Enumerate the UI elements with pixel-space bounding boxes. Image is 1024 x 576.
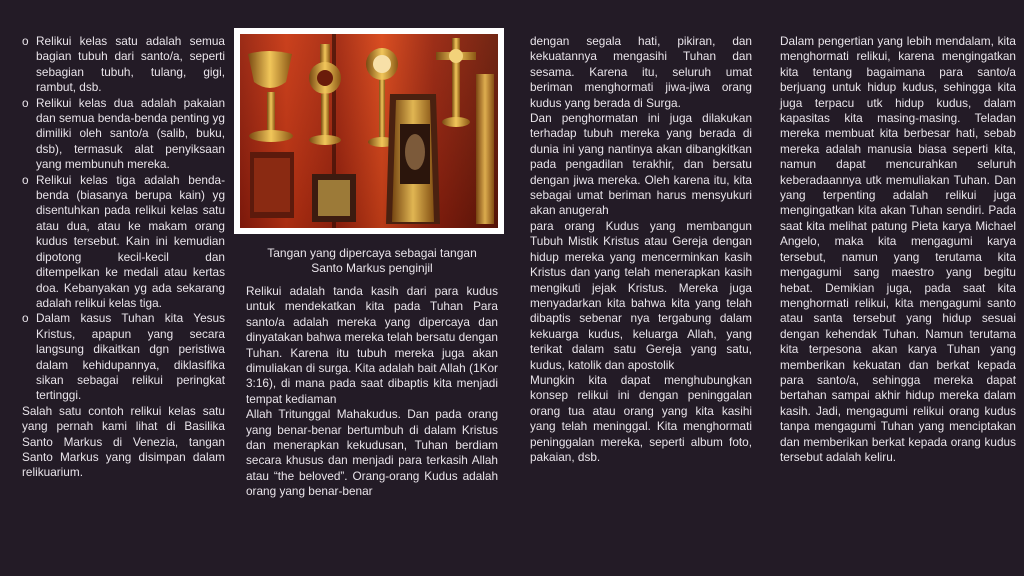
bullet-icon: o bbox=[22, 95, 29, 110]
bullet-icon: o bbox=[22, 34, 29, 48]
relic-class-list bbox=[22, 34, 225, 404]
reliquary-illustration bbox=[240, 34, 498, 228]
reliquary-photo bbox=[240, 34, 498, 228]
paragraph: Allah Tritunggal Mahakudus. Dan pada orang yang benar-benar bertumbuh di dalam Kristus dan menerapkan kekudusan, Tuhan berdiam secara khusus dan menjadi para terkasih Allah atau “the beloved”. Orang-orang Kudus adalah orang yang benar-benar bbox=[246, 407, 498, 499]
bullet-icon: o bbox=[22, 311, 29, 326]
paragraph: para orang Kudus yang membangun Tubuh Mistik Kristus atau Gereja dengan hidup mereka yang mencerminkan kasih Kristus dan yang telah menerapkan kasih mengikuti jejak Kristus. Mereka juga menyadarkan kita bahwa kita yang telah dibaptis sebenar nya tergabung dalam kekuarga kudus, keluarga Allah, yang terikat dalam satu Gereja yang satu, kudus, katolik dan apostolik bbox=[530, 218, 752, 372]
column-3 bbox=[530, 34, 752, 465]
list-item: o Relikui kelas satu adalah semua bagian tubuh dari santo/a, seperti sebagian tubuh, tulang, gigi, rambut, dsb. bbox=[22, 34, 225, 95]
column-1 bbox=[22, 34, 225, 481]
example-paragraph: Salah satu contoh relikui kelas satu yang pernah kami lihat di Basilika Santo Markus di Venezia, tangan Santo Markus yang disimpan dalam relikuarium. bbox=[22, 403, 225, 480]
paragraph: Dan penghormatan ini juga dilakukan terhadap tubuh mereka yang berada di dunia ini yang nantinya akan dibangkitkan pada pengadilan terakhir, dan bersatu dengan jiwa mereka. Oleh karena itu, kita sebagai umat beriman harus mensyukuri akan anugerah bbox=[530, 111, 752, 218]
bullet-icon: o bbox=[22, 172, 29, 187]
caption-line-2: Santo Markus penginjil bbox=[311, 261, 433, 275]
reliquary-photo-frame bbox=[234, 28, 504, 234]
paragraph: Mungkin kita dapat menghubungkan konsep relikui ini dengan peninggalan orang tua atau orang yang kita kasihi yang telah meninggal. Kita menghormati peninggalan mereka, seperti album foto, pakaian, dsb. bbox=[530, 372, 752, 464]
column-2 bbox=[246, 284, 498, 500]
paragraph: dengan segala hati, pikiran, dan kekuatannya mengasihi Tuhan dan sesama. Karena itu, seluruh umat beriman menghormati jiwa-jiwa orang kudus yang berada di Surga. bbox=[530, 34, 752, 110]
list-item: o Relikui kelas dua adalah pakaian dan semua benda-benda penting yg dimiliki oleh santo/a (salib, buku, dsb), termasuk alat penyiksaan yang membunuh mereka. bbox=[22, 95, 225, 172]
paragraph: Dalam pengertian yang lebih mendalam, kita menghormati relikui, karena mengingatkan kita tentang bagaimana para santo/a berjuang untuk hidup kudus, sehingga kita juga terpacu utk hidup kudus, dalam kapasitas kita masing-masing. Teladan mereka membuat kita berbesar hati, sebab mereka adalah manusia biasa seperti kita, namun dapat mencurahkan seluruh keberadaannya utk memuliakan Tuhan. Dan yang terpenting adalah relikui juga mengingatkan kita akan Tuhan sendiri. Pada saat kita melihat patung Pieta karya Michael Angelo, maka kita mengagumi karya tersebut, namun yang terutama kita mengagumi sang maestro yang begitu hebat. Demikian juga, pada saat kita menghormati relikui, kita mengagumi santo atau santa tersebut yang hidup sesuai dengan kehendak Tuhan. Namun terutama kita terpesona akan karya Tuhan yang memberikan kekuatan dan berkat kepada para santo/a, sehingga mereka dapat bertahan sampai akhir hidup mereka dalam kasih. Jadi, mengagumi relikui orang kudus tanpa mengagumi Tuhan yang menciptakan dan memberikan berkat kepada orang kudus tersebut adalah keliru. bbox=[780, 34, 1016, 464]
caption-line-1: Tangan yang dipercaya sebagai tangan bbox=[267, 246, 477, 260]
photo-caption bbox=[246, 246, 498, 276]
list-item: o Relikui kelas tiga adalah benda-benda (biasanya berupa kain) yg disentuhkan pada relikui kelas satu atau dua, atau ke makam orang kudus tersebut. Kain ini kemudian dipotong kecil-kecil dan ditempelkan ke medali atau kertas doa. Kebanyakan yg ada sekarang adalah relikui kelas tiga. bbox=[22, 172, 225, 310]
list-item: o Dalam kasus Tuhan kita Yesus Kristus, apapun yang secara langsung dikaitkan dgn peristiwa dalam kehidupannya, diklasifika sikan sebagai relikui peringkat tertinggi. bbox=[22, 311, 225, 403]
paragraph: Relikui adalah tanda kasih dari para kudus untuk mendekatkan kita pada Tuhan Para santo/a adalah mereka yang dipercaya dan dinyatakan bahwa mereka telah bersatu dengan Tuhan. Karena itu tubuh mereka juga akan dimuliakan di surga. Kita adalah bait Allah (1Kor 3:16), di mana pada saat dibaptis kita menjadi tempat kediaman bbox=[246, 284, 498, 406]
column-4 bbox=[780, 34, 1016, 465]
